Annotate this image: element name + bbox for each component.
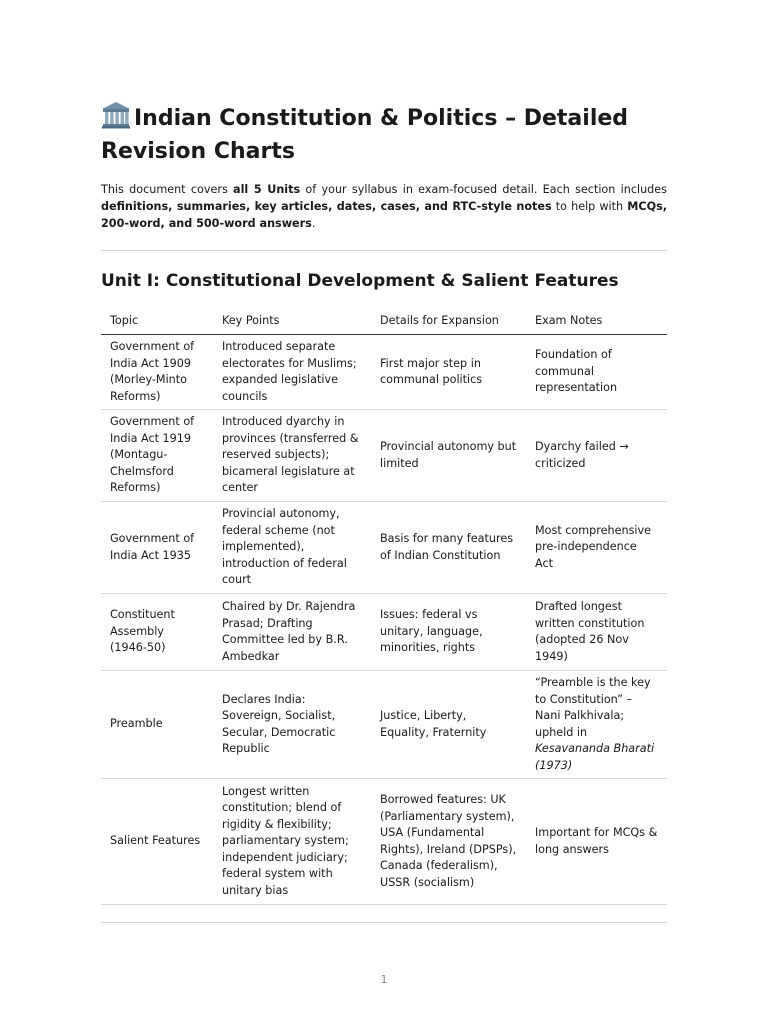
cell-exam-notes — [526, 671, 667, 779]
table-row — [101, 594, 667, 671]
intro-text: of your syllabus in exam-focused detail. Each section includes — [300, 183, 667, 196]
page-number: 1 — [380, 973, 388, 986]
table-row — [101, 335, 667, 410]
cell-exam-notes: Drafted longest written constitution (adopted 26 Nov 1949) — [526, 594, 667, 671]
cell-topic: Salient Features — [101, 779, 213, 905]
intro-text: to help with — [551, 200, 628, 213]
intro-bold: definitions, summaries, key articles, dates, cases, and RTC-style notes — [101, 200, 552, 213]
cell-topic: Government of India Act 1935 — [101, 502, 213, 594]
intro-paragraph — [101, 181, 667, 232]
intro-text: This document covers — [101, 183, 234, 196]
table-row — [101, 410, 667, 502]
cell-topic: Preamble — [101, 671, 213, 779]
table-row — [101, 502, 667, 594]
cell-topic: Constituent Assembly (1946-50) — [101, 594, 213, 671]
document-title-text: Indian Constitution & Politics – Detailed Revision Charts — [101, 106, 629, 164]
cell-details: Issues: federal vs unitary, language, minorities, rights — [371, 594, 526, 671]
cell-exam-notes: Foundation of communal representation — [526, 335, 667, 410]
exam-notes-text: “Preamble is the key to Constitution” – Nani Palkhivala; upheld in — [535, 676, 651, 739]
table-header-row — [101, 308, 667, 335]
document-title — [101, 101, 701, 168]
column-header-key-points: Key Points — [213, 308, 371, 335]
cell-exam-notes: Important for MCQs & long answers — [526, 779, 667, 905]
cell-details: First major step in communal politics — [371, 335, 526, 410]
cell-key-points: Declares India: Sovereign, Socialist, Secular, Democratic Republic — [213, 671, 371, 779]
table-row — [101, 671, 667, 779]
cell-exam-notes: Dyarchy failed → criticized — [526, 410, 667, 502]
cell-key-points: Chaired by Dr. Rajendra Prasad; Drafting Committee led by B.R. Ambedkar — [213, 594, 371, 671]
section-divider — [101, 250, 667, 251]
case-name: Kesavananda Bharati (1973) — [535, 742, 655, 772]
cell-key-points: Introduced separate electorates for Muslims; expanded legislative councils — [213, 335, 371, 410]
cell-exam-notes: Most comprehensive pre-independence Act — [526, 502, 667, 594]
intro-bold: all 5 Units — [233, 183, 301, 196]
cell-topic: Government of India Act 1909 (Morley-Minto Reforms) — [101, 335, 213, 410]
cell-key-points: Introduced dyarchy in provinces (transferred & reserved subjects); bicameral legislature at center — [213, 410, 371, 502]
column-header-details: Details for Expansion — [371, 308, 526, 335]
unit-1-table — [101, 308, 667, 905]
cell-details: Basis for many features of Indian Constitution — [371, 502, 526, 594]
cell-key-points: Provincial autonomy, federal scheme (not implemented), introduction of federal court — [213, 502, 371, 594]
cell-details: Borrowed features: UK (Parliamentary system), USA (Fundamental Rights), Ireland (DPSPs), Canada (federalism), USSR (socialism) — [371, 779, 526, 905]
section-divider — [101, 922, 667, 923]
classical-building-icon — [101, 101, 131, 129]
cell-details: Justice, Liberty, Equality, Fraternity — [371, 671, 526, 779]
intro-bold: MCQs, 200-word, and 500-word answers — [101, 200, 667, 230]
column-header-topic: Topic — [101, 308, 213, 335]
cell-details: Provincial autonomy but limited — [371, 410, 526, 502]
unit-1-heading: Unit I: Constitutional Development & Salient Features — [101, 271, 619, 291]
cell-topic: Government of India Act 1919 (Montagu-Chelmsford Reforms) — [101, 410, 213, 502]
cell-key-points: Longest written constitution; blend of rigidity & flexibility; parliamentary system; independent judiciary; federal system with unitary bias — [213, 779, 371, 905]
intro-text: . — [311, 217, 316, 230]
column-header-exam-notes: Exam Notes — [526, 308, 667, 335]
table-row — [101, 779, 667, 905]
